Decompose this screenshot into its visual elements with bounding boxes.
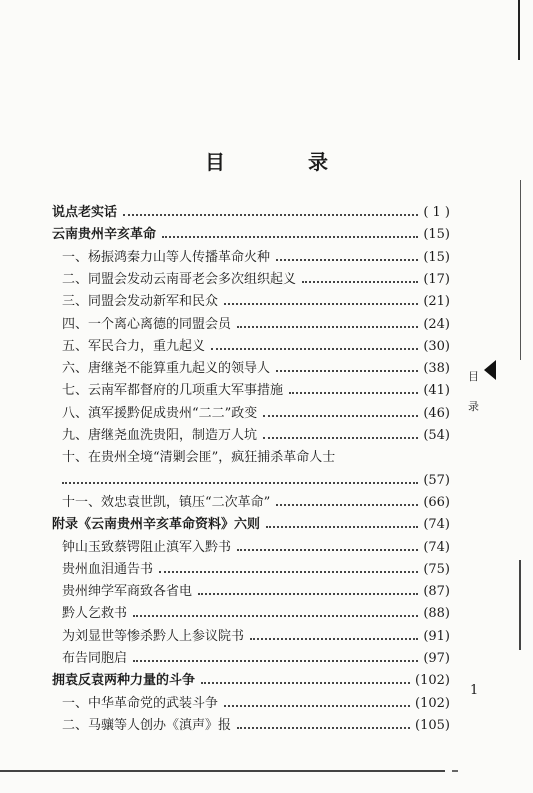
toc-entry	[62, 332, 450, 354]
toc-dot-leader	[276, 494, 418, 506]
page-edge-mark	[519, 560, 521, 650]
toc-dot-leader	[224, 293, 418, 305]
toc-entry-page: (87)	[423, 584, 450, 600]
toc-dot-leader	[123, 204, 418, 216]
toc-entry-label: 五、军民合力，重九起义	[62, 338, 206, 354]
toc-entry-page: (97)	[423, 651, 450, 666]
toc-entry-page: (88)	[423, 606, 450, 622]
toc-dot-leader	[201, 672, 410, 684]
toc-entry-label: 七、云南军都督府的几项重大军事措施	[62, 383, 284, 399]
toc-dot-leader	[211, 338, 418, 350]
toc-dot-leader	[263, 427, 418, 439]
toc-entry-label: 二、马骧等人创办《滇声》报	[62, 717, 232, 733]
toc-dot-leader	[159, 561, 418, 573]
toc-entry-label: 附录《云南贵州辛亥革命资料》六则	[52, 517, 261, 533]
toc-entry-page: (41)	[423, 383, 450, 399]
toc-entry	[62, 622, 450, 644]
toc-entry	[62, 577, 450, 599]
page-title: 目 录	[205, 150, 366, 174]
toc-entry	[62, 644, 450, 666]
toc-entry-label: 一、中华革命党的武装斗争	[62, 695, 219, 711]
toc-entry-page: (46)	[423, 405, 450, 421]
toc-entry-label: 九、唐继尧血洗贵阳，制造万人坑	[62, 428, 258, 443]
toc-entry-label: 说点老实话	[52, 205, 118, 220]
section-marker-arrow-icon	[484, 360, 496, 380]
toc-entry-page: (38)	[423, 361, 450, 377]
toc-dot-leader	[62, 472, 418, 484]
toc-entry-page: (21)	[423, 294, 450, 310]
toc-entry-page: (15)	[423, 227, 450, 243]
toc-dot-leader	[289, 382, 418, 394]
toc-entry-label: 三、同盟会发动新军和民众	[62, 294, 219, 310]
side-tab-label-top: 目	[468, 370, 479, 383]
toc-dot-leader	[250, 628, 418, 640]
toc-entry-label: 八、滇军援黔促成贵州“二二”政变	[62, 405, 258, 421]
toc-entry-label: 布告同胞启	[62, 651, 128, 666]
toc-entry	[62, 488, 450, 510]
toc-dot-leader	[237, 717, 410, 729]
page-edge-mark	[520, 180, 521, 360]
toc-dot-leader	[133, 650, 418, 662]
toc-dot-leader	[237, 316, 418, 328]
toc-entry	[62, 354, 450, 376]
toc-entry-label: 钟山玉致蔡锷阻止滇军入黔书	[62, 539, 232, 555]
toc-entry-label: 云南贵州辛亥革命	[52, 227, 157, 243]
toc-entry	[52, 198, 450, 220]
toc-entry-label: 贵州绅学军商致各省电	[62, 584, 193, 600]
toc-entry	[62, 711, 450, 733]
side-tab-label-bottom: 录	[468, 400, 479, 413]
toc-entry-page: (57)	[423, 472, 450, 488]
bottom-rule-tail	[452, 770, 458, 772]
toc-entry	[62, 533, 450, 555]
page-number: 1	[470, 683, 479, 698]
toc-entry-page: (102)	[415, 673, 450, 689]
toc-dot-leader	[266, 516, 418, 528]
toc-entry-page: ( 1 )	[423, 205, 450, 220]
toc-entry-page: (75)	[423, 561, 450, 577]
toc-dot-leader	[263, 405, 418, 417]
toc-dot-leader	[276, 360, 418, 372]
toc-entry	[52, 510, 450, 532]
toc-entry-label: 十、在贵州全境“清剿会匪”，疯狂捕杀革命人士	[62, 450, 336, 466]
toc-entry	[52, 666, 450, 688]
bottom-rule	[0, 770, 445, 772]
toc-entry	[62, 265, 450, 287]
page-edge-mark	[518, 0, 520, 60]
toc-entry-page: (66)	[423, 494, 450, 510]
toc-entry-label: 六、唐继尧不能算重九起义的领导人	[62, 361, 271, 377]
toc-entry	[62, 555, 450, 577]
toc-entry	[62, 287, 450, 309]
toc-entry	[62, 689, 450, 711]
toc-entry	[62, 243, 450, 265]
toc-dot-leader	[237, 539, 418, 551]
toc-entry-page: (54)	[423, 428, 450, 443]
toc-entry-label: 黔人乞救书	[62, 606, 128, 622]
toc-entry-label: 四、一个离心离德的同盟会员	[62, 316, 232, 332]
toc-entry	[62, 443, 450, 465]
toc-dot-leader	[224, 695, 410, 707]
toc-entry-page: (105)	[415, 717, 450, 733]
toc-entry	[62, 599, 450, 621]
toc-entry-page: (74)	[423, 517, 450, 533]
toc-entry-page: (17)	[423, 271, 450, 287]
toc-entry	[52, 220, 450, 242]
toc-entry-page: (30)	[423, 338, 450, 354]
toc-entry-page: (91)	[423, 628, 450, 644]
toc-entry-page: (24)	[423, 316, 450, 332]
toc-entry-page: (74)	[423, 539, 450, 555]
toc-entry	[62, 376, 450, 398]
toc-entry-label: 贵州血泪通告书	[62, 561, 154, 577]
toc-dot-leader	[133, 605, 418, 617]
toc-entry-label: 一、杨振鸿秦力山等人传播革命火种	[62, 249, 271, 265]
toc-entry-page: (102)	[415, 695, 450, 711]
toc-dot-leader	[198, 583, 418, 595]
toc-dot-leader	[276, 249, 418, 261]
toc-entry-label: 为刘显世等惨杀黔人上参议院书	[62, 628, 245, 644]
toc-dot-leader	[302, 271, 418, 283]
toc-entry	[62, 399, 450, 421]
toc-dot-leader	[162, 226, 418, 238]
toc-entry	[62, 310, 450, 332]
toc-entry-label: 拥袁反袁两种力量的斗争	[52, 673, 196, 689]
toc-entry-label: 十一、效忠袁世凯，镇压“二次革命”	[62, 494, 271, 510]
toc-entry	[62, 466, 450, 488]
toc-entry	[62, 421, 450, 443]
toc-entry-page: (15)	[423, 249, 450, 265]
toc-entry-label: 二、同盟会发动云南哥老会多次组织起义	[62, 271, 297, 287]
